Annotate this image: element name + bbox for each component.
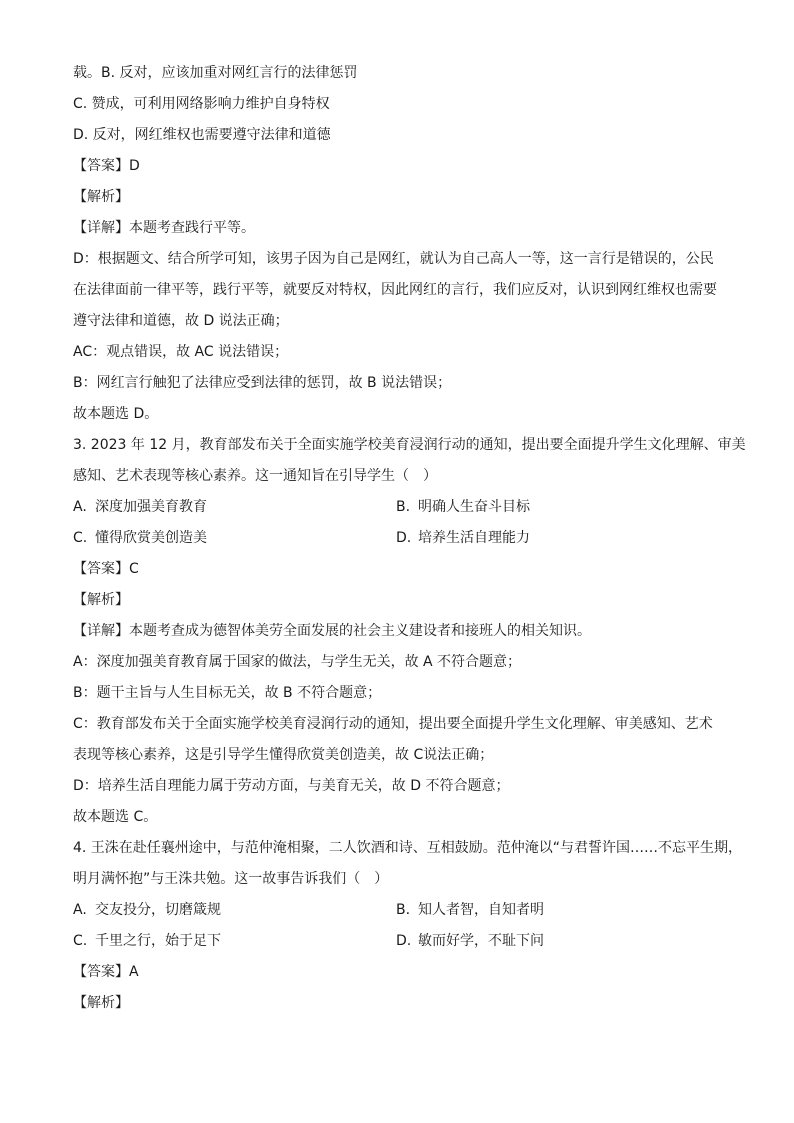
option-text: 明确人生奋斗目标 xyxy=(418,499,530,515)
q3-options-row-2 xyxy=(73,529,733,548)
option-text: 深度加强美育教育 xyxy=(95,499,207,515)
q3-explain-c-2: 表现等核心素养，这是引导学生懂得欣赏美创造美，故 C说法正确； xyxy=(73,747,494,763)
q4-option-c xyxy=(73,932,396,951)
q3-answer: 【答案】C xyxy=(73,561,139,577)
prev-detail: 【详解】本题考查践行平等。 xyxy=(73,220,255,236)
q4-stem-1: 4. 王洙在赴任襄州途中，与范仲淹相聚，二人饮酒和诗、互相鼓励。范仲淹以“与君誓许国……不忘平生期， xyxy=(73,840,743,856)
prev-explain-d-1: D：根据题文、结合所学可知，该男子因为自己是网红，就认为自己高人一等，这一言行是错误的，公民 xyxy=(73,251,714,267)
option-letter: B. xyxy=(396,499,411,515)
option-letter: C. xyxy=(73,933,88,949)
q3-stem-2: 感知、艺术表现等核心素养。这一通知旨在引导学生（ ） xyxy=(73,468,437,484)
q3-option-c xyxy=(73,529,396,548)
q4-option-d xyxy=(396,932,719,951)
prev-option-d: D. 反对，网红维权也需要遵守法律和道德 xyxy=(73,127,331,143)
q3-explain-d: D：培养生活自理能力属于劳动方面，与美育无关，故 D 不符合题意； xyxy=(73,778,510,794)
q3-explain-a: A：深度加强美育教育属于国家的做法，与学生无关，故 A 不符合题意； xyxy=(73,654,522,670)
q3-explain-c-1: C：教育部发布关于全面实施学校美育浸润行动的通知，提出要全面提升学生文化理解、审美感知、艺术 xyxy=(73,716,713,732)
q3-conclusion: 故本题选 C。 xyxy=(73,809,158,825)
prev-answer: 【答案】D xyxy=(73,158,140,174)
option-letter: C. xyxy=(73,530,88,546)
q4-answer: 【答案】A xyxy=(73,964,139,980)
q3-stem-1: 3. 2023 年 12 月，教育部发布关于全面实施学校美育浸润行动的通知，提出要全面提升学生文化理解、审美 xyxy=(73,437,746,453)
prev-option-c: C. 赞成，可利用网络影响力维护自身特权 xyxy=(73,96,330,112)
q4-analysis-heading: 【解析】 xyxy=(73,995,129,1011)
option-letter: A. xyxy=(73,499,87,515)
prev-explain-d-2: 在法律面前一律平等，践行平等，就要反对特权，因此网红的言行，我们应反对，认识到网红维权也需要 xyxy=(73,282,717,298)
prev-explain-d-3: 遵守法律和道德，故 D 说法正确； xyxy=(73,313,289,329)
q4-options-row-1 xyxy=(73,901,733,920)
prev-conclusion: 故本题选 D。 xyxy=(73,406,159,422)
option-text: 懂得欣赏美创造美 xyxy=(95,530,207,546)
q3-option-a xyxy=(73,498,396,517)
q4-option-b xyxy=(396,901,719,920)
q3-options-row-1 xyxy=(73,498,733,517)
q3-option-b xyxy=(396,498,719,517)
option-letter: D. xyxy=(396,933,412,949)
q4-option-a xyxy=(73,901,396,920)
prev-option-b-line: 载。B. 反对，应该加重对网红言行的法律惩罚 xyxy=(73,65,358,81)
option-letter: A. xyxy=(73,902,87,918)
q3-analysis-heading: 【解析】 xyxy=(73,592,129,608)
q3-explain-b: B：题干主旨与人生目标无关，故 B 不符合题意； xyxy=(73,685,382,701)
option-text: 敏而好学，不耻下问 xyxy=(418,933,544,949)
prev-analysis-heading: 【解析】 xyxy=(73,189,129,205)
q4-options-row-2 xyxy=(73,932,733,951)
option-text: 千里之行，始于足下 xyxy=(95,933,221,949)
page-content xyxy=(73,64,746,1025)
q4-stem-2: 明月满怀抱”与王洙共勉。这一故事告诉我们（ ） xyxy=(73,871,389,887)
option-text: 交友投分，切磨箴规 xyxy=(95,902,221,918)
option-text: 知人者智，自知者明 xyxy=(418,902,544,918)
option-text: 培养生活自理能力 xyxy=(418,530,530,546)
q3-option-d xyxy=(396,529,719,548)
option-letter: D. xyxy=(396,530,412,546)
option-letter: B. xyxy=(396,902,411,918)
q3-detail: 【详解】本题考查成为德智体美劳全面发展的社会主义建设者和接班人的相关知识。 xyxy=(73,623,591,639)
prev-explain-b: B：网红言行触犯了法律应受到法律的惩罚，故 B 说法错误； xyxy=(73,375,452,391)
prev-explain-ac: AC：观点错误，故 AC 说法错误； xyxy=(73,344,289,360)
